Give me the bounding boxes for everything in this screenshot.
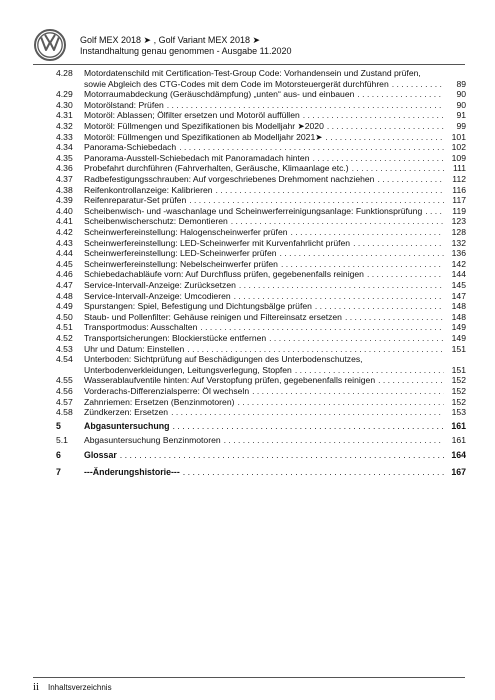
toc-dot-leader: [281, 259, 444, 270]
toc-entry-title: Abgasuntersuchung: [84, 421, 170, 432]
toc-entry-title: Zahnriemen: Ersetzen (Benzinmotoren): [84, 396, 235, 407]
toc-entry-title: Motoröl: Füllmengen und Spezifikationen ab Modelljahr 2021➤: [84, 131, 323, 142]
toc-dot-leader: [171, 407, 444, 418]
toc-entry-number: 4.58: [56, 407, 73, 418]
toc-entry-number: 4.35: [56, 152, 73, 163]
toc-entry-number: 4.49: [56, 301, 73, 312]
toc-entry-page: 161: [451, 435, 466, 446]
toc-entry-title: Scheinwerfereinstellung: LED-Scheinwerfer mit Kurvenfahrlicht prüfen: [84, 237, 351, 248]
toc-dot-leader: [295, 365, 444, 376]
toc-entry-number: 7: [56, 467, 61, 478]
toc-entry-title: Staub- und Pollenfilter: Gehäuse reinigen und Filtereinsatz ersetzen: [84, 311, 342, 322]
toc-entry-number: 4.36: [56, 163, 73, 174]
toc-entry-number: 4.39: [56, 195, 73, 206]
toc-dot-leader: [269, 333, 444, 344]
footer-page-number: ii: [33, 681, 40, 693]
toc-entry-title: Service-Intervall-Anzeige: Zurücksetzen: [84, 280, 236, 290]
toc-entry-page: 151: [451, 364, 466, 375]
toc-entry-page: 119: [452, 205, 466, 216]
header-title-line1: Golf MEX 2018 ➤ , Golf Variant MEX 2018 ➤: [80, 35, 260, 45]
toc-entry-title: Probefahrt durchführen (Fahrverhalten, Geräusche, Klimaanlage etc.): [84, 163, 349, 174]
toc-entry-page: 117: [452, 195, 466, 206]
toc-entry-title: Service-Intervall-Anzeige: Umcodieren: [84, 290, 231, 301]
header-title-line2: Instandhaltung genau genommen - Ausgabe 11.2020: [80, 46, 292, 56]
toc-entry-title: Abgasuntersuchung Benzinmotoren: [84, 435, 221, 446]
toc-entry-page: 152: [451, 375, 466, 386]
toc-entry-page: 99: [456, 121, 466, 131]
toc-entry-title: ---Änderungshistorie---: [84, 467, 180, 478]
toc-entry-title: Panorama-Ausstell-Schiebedach mit Panoramadach hinten: [84, 152, 310, 163]
toc-entry-title: Uhr und Datum: Einstellen: [84, 343, 185, 354]
toc-dot-leader: [234, 291, 444, 302]
toc-entry-number: 4.29: [56, 89, 73, 100]
toc-entry-title: Scheinwerfereinstellung: Halogenscheinwerfer prüfen: [84, 227, 288, 237]
toc-dot-leader: [392, 79, 444, 90]
footer-section-title: Inhaltsverzeichnis: [48, 683, 112, 692]
toc-dot-leader: [224, 435, 444, 446]
toc-entry-page: 136: [451, 248, 466, 259]
toc-dot-leader: [425, 206, 444, 217]
toc-entry-number: 4.37: [56, 174, 73, 184]
toc-entry-title: Motordatenschild mit Certification-Test-Group Code: Vorhandensein und Zustand prüfen,: [84, 68, 421, 78]
toc-entry-number: 4.31: [56, 110, 73, 121]
toc-entry-number: 4.54: [56, 354, 73, 365]
volkswagen-logo-icon: [34, 29, 66, 61]
toc-entry-number: 4.40: [56, 205, 73, 216]
page-header: [34, 29, 464, 63]
toc-entry-number: 4.44: [56, 248, 73, 259]
toc-entry-page: 90: [456, 89, 466, 100]
toc-entry-page: 102: [451, 142, 466, 153]
toc-entry-title: Radbefestigungsschrauben: Auf vorgeschriebenes Drehmoment nachziehen: [84, 174, 375, 184]
toc-entry-number: 4.38: [56, 184, 73, 195]
toc-entry-title: Transportmodus: Ausschalten: [84, 322, 198, 333]
toc-entry-page: 145: [451, 280, 466, 290]
toc-dot-leader: [377, 174, 444, 185]
toc-entry-number: 4.34: [56, 142, 73, 153]
toc-entry-page: 142: [451, 258, 466, 269]
toc-dot-leader: [173, 421, 444, 432]
toc-entry-number: 4.32: [56, 121, 73, 131]
toc-entry-title: Scheibenwisch- und -waschanlage und Scheinwerferreinigungsanlage: Funktionsprüfung: [84, 205, 423, 216]
toc-entry-number: 4.47: [56, 280, 73, 290]
toc-entry-title: Transportsicherungen: Blockierstücke entfernen: [84, 333, 267, 343]
toc-entry-page: 147: [451, 290, 466, 301]
toc-entry-number: 4.57: [56, 396, 73, 407]
toc-dot-leader: [291, 227, 444, 238]
toc-entry-page: 128: [451, 227, 466, 237]
toc-entry-title: Scheinwerfereinstellung: LED-Scheinwerfer prüfen: [84, 248, 277, 259]
toc-entry-page: 152: [451, 386, 466, 396]
toc-entry-number: 4.48: [56, 290, 73, 301]
toc-entry-number: 4.30: [56, 99, 73, 110]
toc-dot-leader: [303, 110, 444, 121]
toc-dot-leader: [357, 89, 444, 100]
toc-entry-number: 5.1: [56, 435, 68, 446]
toc-dot-leader: [216, 185, 444, 196]
toc-entry-page: 161: [451, 421, 466, 432]
toc-entry-number: 4.42: [56, 227, 73, 237]
toc-dot-leader: [189, 195, 444, 206]
toc-entry-page: 148: [451, 301, 466, 312]
toc-entry-page: 132: [451, 237, 466, 248]
toc-dot-leader: [187, 344, 444, 355]
toc-entry-number: 4.45: [56, 258, 73, 269]
toc-entry-number: 6: [56, 449, 61, 460]
toc-dot-leader: [231, 216, 444, 227]
toc-entry-page: 101: [451, 131, 466, 142]
toc-entry-title: Schiebedachabläufe vorn: Auf Durchfluss prüfen, gegebenenfalls reinigen: [84, 269, 364, 280]
toc-entry-page: 151: [451, 343, 466, 354]
toc-entry-number: 4.33: [56, 131, 73, 142]
toc-dot-leader: [252, 386, 444, 397]
toc-entry-title: Reifenreparatur-Set prüfen: [84, 195, 187, 206]
toc-entry-number: 4.55: [56, 375, 73, 386]
toc-entry-page: 111: [452, 163, 466, 174]
toc-entry-page: 164: [451, 449, 466, 460]
toc-entry-title: Motorölstand: Prüfen: [84, 99, 164, 110]
toc-dot-leader: [378, 375, 444, 386]
toc-entry-title: Wasserablaufventile hinten: Auf Verstopfung prüfen, gegebenenfalls reinigen: [84, 375, 376, 386]
toc-dot-leader: [239, 280, 444, 291]
toc-entry-title: Glossar: [84, 449, 117, 460]
toc-entry-title: Unterbodenverkleidungen, Leitungsverlegung, Stopfen: [84, 364, 292, 375]
toc-entry-title: Scheibenwischerschutz: Demontieren: [84, 216, 228, 227]
toc-entry-number: 4.53: [56, 343, 73, 354]
toc-entry-title: Zündkerzen: Ersetzen: [84, 407, 169, 418]
toc-entry-page: 109: [451, 152, 466, 163]
toc-dot-leader: [352, 163, 444, 174]
toc-dot-leader: [325, 132, 444, 143]
toc-entry-page: 167: [451, 467, 466, 478]
toc-dot-leader: [167, 100, 444, 111]
toc-entry-page: 152: [451, 396, 466, 407]
toc-entry-page: 116: [452, 184, 466, 195]
toc-dot-leader: [200, 322, 444, 333]
toc-entry-page: 90: [456, 99, 466, 110]
toc-entry-title: sowie Abgleich des CTG-Codes mit dem Code im Motorsteuergerät durchführen: [84, 78, 389, 89]
toc-entry-number: 4.43: [56, 237, 73, 248]
toc-dot-leader: [353, 238, 444, 249]
toc-entry-page: 89: [456, 78, 466, 89]
toc-entry-number: 5: [56, 421, 61, 432]
footer-divider: [33, 677, 465, 678]
toc-dot-leader: [327, 121, 444, 132]
toc-dot-leader: [367, 269, 444, 280]
toc-entry-number: 4.51: [56, 322, 73, 333]
toc-entry-number: 4.50: [56, 311, 73, 322]
toc-entry-title: Motoröl: Ablassen; Ölfilter ersetzen und Motoröl auffüllen: [84, 110, 300, 121]
toc-dot-leader: [179, 142, 444, 153]
toc-entry-number: 4.28: [56, 68, 73, 78]
toc-entry-page: 153: [451, 407, 466, 418]
toc-entry-page: 123: [451, 216, 466, 227]
toc-entry-number: 4.52: [56, 333, 73, 343]
toc-dot-leader: [345, 312, 444, 323]
toc-entry-page: 148: [451, 311, 466, 322]
toc-dot-leader: [312, 153, 444, 164]
toc-entry-page: 112: [452, 174, 466, 184]
toc-entry-title: Reifenkontrollanzeige: Kalibrieren: [84, 184, 213, 195]
header-divider: [33, 64, 465, 65]
toc-entry-title: Spurstangen: Spiel, Befestigung und Dichtungsbälge prüfen: [84, 301, 312, 312]
toc-dot-leader: [280, 248, 444, 259]
toc-entry-number: 4.46: [56, 269, 73, 280]
toc-entry-number: 4.56: [56, 386, 73, 396]
toc-entry-page: 144: [451, 269, 466, 280]
toc-entry-number: 4.41: [56, 216, 73, 227]
toc-entry-title: Vorderachs-Differenzialsperre: Öl wechseln: [84, 386, 250, 396]
toc-entry-title: Motoröl: Füllmengen und Spezifikationen bis Modelljahr ➤2020: [84, 121, 324, 131]
toc-dot-leader: [315, 301, 444, 312]
toc-dot-leader: [237, 397, 444, 408]
toc-entry-title: Unterboden: Sichtprüfung auf Beschädigungen des Unterbodenschutzes,: [84, 354, 363, 365]
toc-entry-title: Scheinwerfereinstellung: Nebelscheinwerfer prüfen: [84, 258, 278, 269]
toc-entry-page: 91: [456, 110, 466, 121]
toc-dot-leader: [120, 450, 444, 461]
toc-dot-leader: [183, 467, 444, 478]
toc-entry-title: Motorraumabdeckung (Geräuschdämpfung) „unten“ aus- und einbauen: [84, 89, 355, 100]
toc-entry-page: 149: [451, 333, 466, 343]
toc-entry-page: 149: [451, 322, 466, 333]
toc-entry-title: Panorama-Schiebedach: [84, 142, 177, 153]
